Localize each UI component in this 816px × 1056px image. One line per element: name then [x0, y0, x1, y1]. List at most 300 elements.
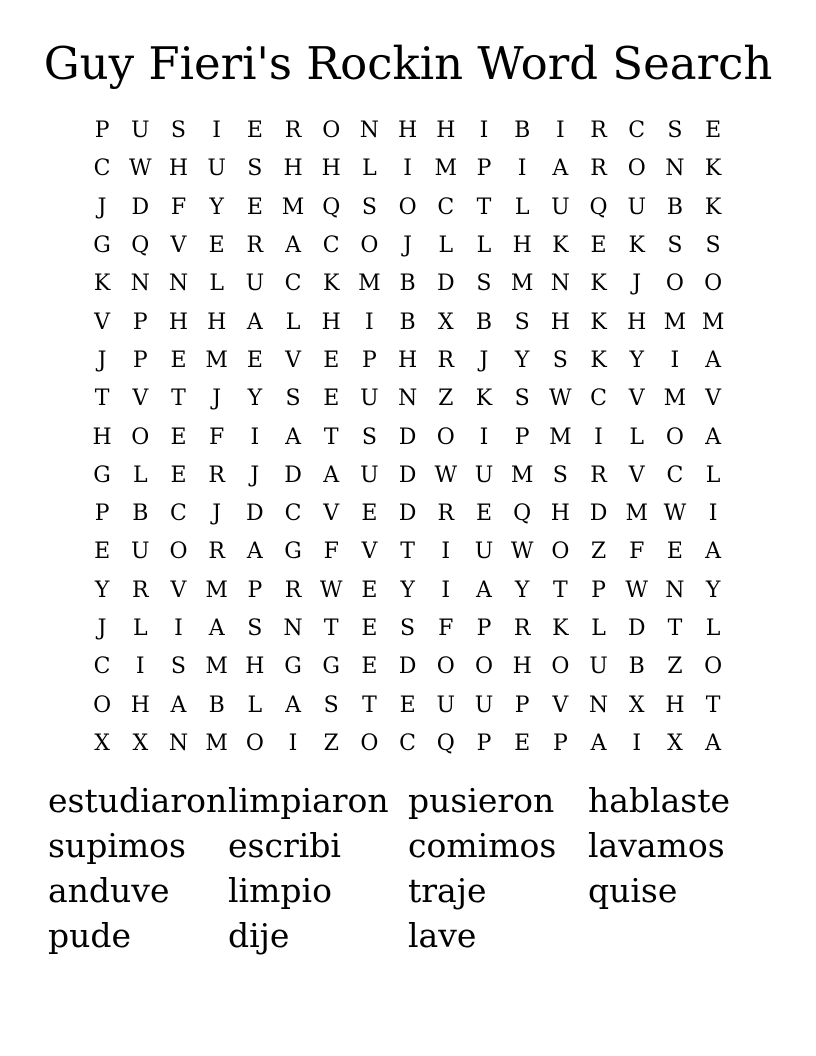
- grid-letter: K: [590, 347, 607, 373]
- grid-letter: V: [361, 539, 378, 565]
- grid-letter: Y: [514, 347, 530, 373]
- grid-letter: O: [245, 730, 264, 756]
- grid-letter: K: [704, 194, 722, 220]
- grid-letter: O: [665, 271, 684, 297]
- grid-letter: O: [360, 233, 379, 259]
- grid-letter: H: [321, 309, 341, 335]
- grid-letter: S: [361, 424, 377, 450]
- grid-letter: N: [397, 386, 418, 412]
- grid-letter: S: [323, 692, 339, 718]
- grid-letter: H: [130, 692, 150, 718]
- grid-letter: E: [666, 539, 683, 565]
- grid-letter: R: [246, 233, 264, 259]
- grid-letter: B: [399, 271, 416, 297]
- grid-letter: Y: [514, 577, 530, 603]
- grid-letter: Q: [589, 194, 608, 220]
- grid-letter: C: [590, 386, 607, 412]
- grid-letter: D: [398, 501, 417, 527]
- grid-letter: F: [629, 539, 645, 565]
- grid-letter: V: [170, 233, 187, 259]
- grid-letter: S: [170, 654, 186, 680]
- grid-row: [83, 112, 733, 150]
- grid-letter: S: [667, 118, 683, 144]
- grid-letter: D: [131, 194, 150, 220]
- grid-letter: L: [591, 616, 606, 641]
- grid-letter: L: [438, 233, 454, 259]
- grid-letter: E: [170, 347, 187, 373]
- grid-letter: A: [285, 692, 301, 718]
- grid-letter: M: [663, 309, 687, 335]
- grid-letter: E: [246, 118, 263, 144]
- grid-row: [83, 572, 733, 610]
- grid-letter: S: [552, 347, 568, 373]
- grid-letter: H: [436, 118, 456, 144]
- grid-row: [83, 457, 733, 495]
- grid-letter: M: [510, 462, 534, 488]
- grid-letter: E: [514, 730, 531, 756]
- grid-letter: D: [246, 501, 264, 527]
- grid-letter: O: [704, 654, 723, 680]
- grid-letter: A: [590, 730, 607, 756]
- grid-letter: T: [476, 194, 492, 220]
- grid-letter: P: [514, 424, 530, 450]
- word-list-item: pude: [48, 916, 132, 955]
- grid-letter: I: [555, 118, 565, 144]
- grid-letter: V: [132, 386, 149, 412]
- grid-letter: O: [322, 118, 341, 144]
- word-list-item: lave: [408, 916, 477, 955]
- grid-letter: K: [590, 271, 607, 297]
- grid-letter: O: [93, 692, 112, 718]
- grid-letter: V: [705, 386, 722, 412]
- grid-letter: M: [358, 271, 381, 297]
- grid-letter: E: [361, 577, 378, 603]
- grid-letter: I: [594, 424, 603, 450]
- grid-letter: R: [590, 156, 607, 182]
- grid-letter: A: [552, 156, 569, 182]
- grid-letter: L: [247, 692, 263, 718]
- grid-letter: O: [627, 156, 646, 182]
- grid-letter: O: [360, 730, 379, 756]
- grid-letter: J: [97, 194, 107, 220]
- grid-letter: E: [94, 539, 111, 565]
- grid-letter: K: [590, 309, 607, 335]
- grid-letter: P: [476, 616, 492, 641]
- grid-letter: J: [250, 462, 260, 488]
- grid-letter: P: [132, 347, 148, 373]
- grid-letter: E: [361, 616, 378, 641]
- grid-letter: C: [93, 654, 111, 680]
- grid-letter: C: [399, 730, 417, 756]
- grid-letter: N: [550, 271, 570, 297]
- grid-letter: T: [362, 692, 377, 718]
- grid-letter: E: [208, 233, 225, 259]
- grid-letter: V: [285, 347, 301, 373]
- grid-letter: O: [169, 539, 188, 565]
- grid-letter: E: [246, 194, 263, 220]
- grid-letter: Y: [629, 347, 644, 373]
- grid-letter: B: [514, 118, 531, 144]
- grid-letter: T: [94, 386, 110, 412]
- word-list-item: lavamos: [588, 826, 725, 865]
- grid-letter: H: [398, 347, 418, 373]
- grid-letter: R: [590, 118, 607, 144]
- grid-letter: D: [398, 462, 417, 488]
- grid-letter: T: [323, 424, 339, 450]
- word-list-item: comimos: [408, 826, 557, 865]
- grid-letter: S: [361, 194, 377, 220]
- grid-letter: N: [168, 730, 189, 756]
- grid-row: [83, 533, 733, 571]
- grid-letter: I: [288, 730, 298, 756]
- grid-letter: N: [130, 271, 150, 297]
- grid-letter: G: [284, 539, 302, 565]
- grid-letter: T: [171, 386, 186, 412]
- grid-letter: R: [208, 462, 225, 488]
- grid-letter: W: [434, 462, 458, 488]
- grid-letter: K: [552, 233, 569, 259]
- grid-letter: C: [93, 156, 111, 182]
- grid-letter: O: [474, 654, 493, 680]
- grid-letter: R: [208, 539, 225, 565]
- grid-letter: U: [474, 539, 494, 565]
- grid-letter: A: [705, 424, 722, 450]
- grid-letter: O: [665, 424, 684, 450]
- grid-letter: H: [512, 233, 532, 259]
- grid-letter: U: [589, 654, 608, 680]
- grid-letter: J: [632, 271, 642, 297]
- grid-letter: G: [93, 233, 111, 259]
- grid-letter: J: [479, 347, 489, 373]
- grid-row: [83, 610, 733, 648]
- grid-letter: R: [513, 616, 531, 641]
- grid-letter: I: [365, 309, 374, 335]
- grid-letter: S: [476, 271, 492, 297]
- grid-letter: M: [549, 424, 572, 450]
- grid-letter: E: [475, 501, 492, 527]
- grid-letter: G: [93, 462, 111, 488]
- grid-letter: I: [670, 347, 680, 373]
- grid-letter: I: [174, 616, 183, 641]
- grid-letter: O: [551, 539, 570, 565]
- word-list-item: hablaste: [588, 781, 731, 820]
- grid-row: [83, 189, 733, 227]
- grid-letter: C: [322, 233, 340, 259]
- grid-letter: U: [474, 462, 494, 488]
- word-list-item: quise: [588, 871, 678, 910]
- grid-letter: B: [399, 309, 416, 335]
- grid-letter: A: [285, 424, 301, 450]
- grid-letter: R: [590, 462, 607, 488]
- grid-letter: Z: [590, 539, 607, 565]
- grid-letter: B: [628, 654, 645, 680]
- grid-letter: E: [246, 347, 263, 373]
- grid-letter: A: [285, 233, 301, 259]
- grid-letter: E: [323, 347, 340, 373]
- grid-letter: H: [512, 654, 532, 680]
- grid-letter: C: [628, 118, 646, 144]
- grid-letter: A: [705, 730, 722, 756]
- grid-letter: X: [132, 730, 149, 756]
- grid-letter: J: [403, 233, 412, 259]
- grid-letter: H: [168, 156, 189, 182]
- word-list-item: supimos: [48, 826, 186, 865]
- grid-letter: Y: [400, 577, 415, 603]
- grid-letter: Y: [209, 194, 224, 220]
- grid-letter: H: [665, 692, 685, 718]
- grid-row: [83, 495, 733, 533]
- grid-letter: Y: [705, 577, 721, 603]
- grid-letter: I: [632, 730, 642, 756]
- grid-letter: Q: [322, 194, 341, 220]
- grid-letter: A: [323, 462, 340, 488]
- grid-letter: Y: [247, 386, 263, 412]
- grid-letter: D: [398, 424, 417, 450]
- grid-letter: N: [359, 118, 380, 144]
- grid-letter: T: [323, 616, 339, 641]
- grid-letter: S: [285, 386, 301, 412]
- grid-letter: X: [667, 730, 683, 756]
- grid-row: [83, 418, 733, 456]
- word-list-item: escribi: [228, 826, 341, 865]
- letter-grid: [83, 112, 733, 763]
- grid-letter: S: [247, 616, 263, 641]
- grid-letter: H: [550, 309, 570, 335]
- grid-letter: X: [94, 730, 110, 756]
- grid-letter: J: [97, 347, 107, 373]
- grid-row: [83, 150, 733, 188]
- grid-letter: C: [170, 501, 187, 527]
- grid-letter: H: [283, 156, 303, 182]
- grid-letter: W: [128, 156, 152, 182]
- grid-letter: J: [97, 616, 107, 641]
- grid-letter: K: [475, 386, 493, 412]
- grid-letter: V: [628, 462, 645, 488]
- grid-letter: U: [551, 194, 570, 220]
- grid-letter: M: [701, 309, 725, 335]
- word-list-item: traje: [408, 871, 487, 910]
- grid-letter: N: [665, 156, 685, 182]
- grid-letter: H: [321, 156, 341, 182]
- grid-letter: C: [284, 271, 302, 297]
- grid-letter: Q: [436, 730, 455, 756]
- grid-letter: M: [205, 654, 228, 680]
- grid-letter: N: [665, 577, 685, 603]
- grid-letter: V: [94, 309, 111, 335]
- grid-letter: M: [663, 386, 687, 412]
- grid-letter: R: [131, 577, 149, 603]
- grid-letter: L: [705, 462, 721, 488]
- grid-letter: F: [438, 616, 454, 641]
- grid-letter: P: [514, 692, 530, 718]
- grid-letter: A: [705, 539, 722, 565]
- grid-letter: N: [588, 692, 609, 718]
- grid-letter: N: [283, 616, 303, 641]
- grid-letter: L: [362, 156, 377, 182]
- grid-letter: K: [552, 616, 569, 641]
- grid-letter: I: [479, 118, 489, 144]
- grid-letter: L: [476, 233, 492, 259]
- grid-letter: S: [514, 309, 530, 335]
- grid-letter: A: [208, 616, 225, 641]
- word-list-item: pusieron: [408, 781, 555, 820]
- grid-letter: U: [360, 462, 379, 488]
- grid-letter: B: [666, 194, 683, 220]
- grid-letter: U: [360, 386, 379, 412]
- grid-letter: I: [250, 424, 260, 450]
- grid-letter: H: [627, 309, 647, 335]
- grid-letter: L: [132, 462, 148, 488]
- grid-letter: V: [170, 577, 187, 603]
- grid-letter: H: [245, 654, 265, 680]
- grid-letter: X: [628, 692, 645, 718]
- grid-letter: D: [589, 501, 608, 527]
- grid-letter: E: [705, 118, 722, 144]
- grid-letter: S: [170, 118, 186, 144]
- grid-letter: K: [323, 271, 340, 297]
- word-list-item: dije: [228, 916, 290, 955]
- grid-letter: E: [361, 501, 378, 527]
- grid-row: [83, 380, 733, 418]
- grid-letter: E: [361, 654, 378, 680]
- grid-letter: B: [475, 309, 493, 335]
- word-list-item: estudiaron: [48, 781, 228, 820]
- grid-letter: C: [666, 462, 684, 488]
- grid-letter: L: [132, 616, 148, 641]
- grid-letter: K: [93, 271, 111, 297]
- grid-letter: S: [400, 616, 416, 641]
- grid-letter: V: [628, 386, 645, 412]
- grid-letter: X: [437, 309, 454, 335]
- grid-letter: M: [625, 501, 648, 527]
- grid-letter: W: [549, 386, 572, 412]
- grid-letter: M: [205, 347, 228, 373]
- grid-letter: O: [436, 424, 455, 450]
- grid-letter: I: [441, 577, 451, 603]
- grid-letter: D: [398, 654, 417, 680]
- grid-letter: U: [627, 194, 646, 220]
- grid-row: [83, 686, 733, 724]
- grid-letter: U: [207, 156, 226, 182]
- grid-letter: G: [284, 654, 302, 680]
- grid-letter: M: [281, 194, 305, 220]
- grid-letter: L: [629, 424, 645, 450]
- grid-letter: R: [284, 577, 302, 603]
- grid-letter: R: [437, 347, 455, 373]
- grid-letter: M: [510, 271, 534, 297]
- grid-letter: U: [131, 118, 150, 144]
- grid-letter: U: [245, 271, 265, 297]
- grid-letter: R: [284, 118, 302, 144]
- grid-letter: S: [667, 233, 683, 259]
- grid-letter: P: [476, 730, 492, 756]
- grid-letter: L: [209, 271, 224, 297]
- grid-letter: P: [552, 730, 568, 756]
- grid-letter: I: [479, 424, 489, 450]
- grid-letter: J: [212, 386, 222, 412]
- grid-letter: P: [94, 118, 110, 144]
- grid-letter: P: [247, 577, 263, 603]
- grid-letter: B: [208, 692, 225, 718]
- grid-letter: A: [246, 539, 263, 565]
- grid-letter: M: [205, 577, 228, 603]
- grid-row: [83, 648, 733, 686]
- grid-letter: Z: [667, 654, 683, 680]
- grid-letter: U: [131, 539, 150, 565]
- grid-letter: E: [170, 462, 187, 488]
- grid-row: [83, 303, 733, 341]
- grid-letter: H: [207, 309, 227, 335]
- grid-letter: H: [550, 501, 570, 527]
- grid-letter: L: [705, 616, 721, 641]
- grid-letter: E: [170, 424, 187, 450]
- grid-row: [83, 227, 733, 265]
- grid-letter: F: [209, 424, 225, 450]
- grid-letter: S: [552, 462, 568, 488]
- grid-letter: A: [246, 309, 263, 335]
- grid-letter: S: [514, 386, 530, 412]
- grid-letter: H: [168, 309, 189, 335]
- grid-letter: S: [705, 233, 721, 259]
- grid-letter: W: [663, 501, 687, 527]
- grid-letter: J: [212, 501, 222, 527]
- grid-letter: H: [92, 424, 112, 450]
- grid-letter: H: [398, 118, 418, 144]
- grid-letter: B: [132, 501, 149, 527]
- grid-letter: D: [436, 271, 455, 297]
- word-list-item: anduve: [48, 871, 170, 910]
- grid-letter: N: [168, 271, 189, 297]
- grid-letter: K: [704, 156, 722, 182]
- grid-letter: T: [705, 692, 721, 718]
- grid-letter: U: [436, 692, 456, 718]
- grid-letter: L: [285, 309, 301, 335]
- grid-letter: L: [514, 194, 530, 220]
- grid-letter: P: [132, 309, 148, 335]
- grid-letter: E: [399, 692, 416, 718]
- grid-letter: I: [212, 118, 221, 144]
- grid-letter: U: [474, 692, 494, 718]
- grid-letter: W: [319, 577, 343, 603]
- grid-letter: Q: [131, 233, 150, 259]
- page-title: Guy Fieri's Rockin Word Search: [43, 37, 773, 90]
- grid-letter: V: [323, 501, 340, 527]
- grid-letter: I: [517, 156, 527, 182]
- grid-letter: P: [362, 347, 377, 373]
- grid-letter: E: [323, 386, 340, 412]
- grid-letter: T: [553, 577, 568, 603]
- grid-letter: M: [205, 730, 228, 756]
- grid-letter: Z: [323, 730, 339, 756]
- grid-letter: G: [322, 654, 340, 680]
- grid-letter: D: [284, 462, 302, 488]
- grid-letter: S: [247, 156, 263, 182]
- grid-letter: Q: [513, 501, 532, 527]
- grid-letter: V: [552, 692, 569, 718]
- grid-letter: O: [436, 654, 455, 680]
- grid-letter: P: [94, 501, 110, 527]
- grid-letter: A: [705, 347, 722, 373]
- grid-letter: A: [170, 692, 187, 718]
- grid-letter: Z: [438, 386, 454, 412]
- grid-letter: D: [627, 616, 646, 641]
- grid-letter: R: [437, 501, 455, 527]
- grid-letter: I: [441, 539, 451, 565]
- grid-letter: T: [400, 539, 415, 565]
- grid-letter: P: [476, 156, 492, 182]
- grid-letter: Y: [94, 577, 110, 603]
- word-list-item: limpiaron: [228, 781, 389, 820]
